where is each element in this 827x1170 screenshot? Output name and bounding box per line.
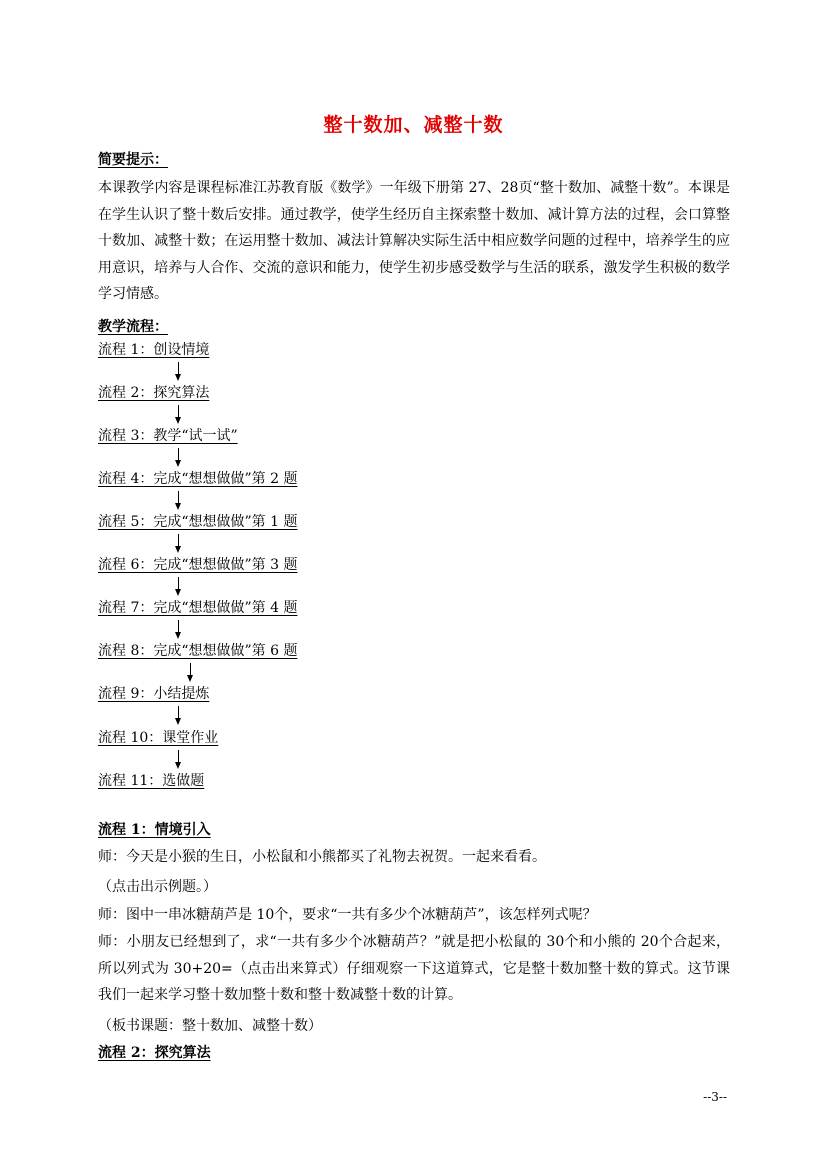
flow-step-1 [98,340,209,360]
flow-step-label: 流程 6：完成“想想做做”第 3 题 [98,557,298,573]
section-1-heading [98,820,211,840]
section-2-heading-text: 流程 2：探究算法 [98,1045,211,1061]
down-arrow-icon [173,491,185,511]
flow-heading [98,317,168,337]
flow-step-2 [98,383,209,403]
flow-step-label: 流程 10：课堂作业 [98,730,219,746]
down-arrow-icon [173,405,185,425]
section-2-heading [98,1043,211,1063]
flow-step-label: 流程 8：完成“想想做做”第 6 题 [98,643,298,659]
flow-step-5 [98,512,297,532]
summary-heading [98,150,168,170]
section-1-line-1: 师：今天是小猴的生日，小松鼠和小熊都买了礼物去祝贺。一起来看看。 [98,849,546,865]
document-title: 整十数加、减整十数 [323,114,504,136]
section-1-paragraph: 师：小朋友已经想到了，求“一共有多少个冰糖葫芦？”就是把小松鼠的 30个和小熊的 20个合起来，所以列式为 30+20=（点击出来算式）仔细观察一下这道算式，它是整十数加整十数的算式。这节课我们一起来学习整十数加整十数和整十数减整十数的计算。 [98,934,730,1003]
flow-heading-text: 教学流程： [98,319,168,335]
flow-step-label: 流程 1：创设情境 [98,342,210,358]
section-1-line-3: 师：图中一串冰糖葫芦是 10个，要求“一共有多少个冰糖葫芦”，该怎样列式呢？ [98,907,597,923]
flow-step-11 [98,771,204,791]
section-1-note: （板书课题：整十数加、减整十数） [98,1018,322,1034]
flow-step-label: 流程 9：小结提炼 [98,686,210,702]
down-arrow-icon [173,577,185,597]
flow-step-label: 流程 5：完成“想想做做”第 1 题 [98,514,298,530]
summary-heading-text: 简要提示： [98,152,168,168]
flow-step-label: 流程 7：完成“想想做做”第 4 题 [98,600,298,616]
summary-paragraph: 本课教学内容是课程标准江苏教育版《数学》一年级下册第 27、28页“整十数加、减整十数”。本课是在学生认识了整十数后安排。通过教学，使学生经历自主探索整十数加、减计算方法的过程，会口算整十数加、减整十数；在运用整十数加、减法计算解决实际生活中相应数学问题的过程中，培养学生的应用意识，培养与人合作、交流的意识和能力，使学生初步感受数学与生活的联系，激发学生积极的数学学习情感。 [98,180,730,302]
flow-step-label: 流程 4：完成“想想做做”第 2 题 [98,471,298,487]
down-arrow-icon [173,706,185,726]
flow-step-7 [98,598,297,618]
down-arrow-icon [173,750,185,770]
flow-step-9 [98,684,209,704]
flow-step-10 [98,728,218,748]
section-1-heading-text: 流程 1：情境引入 [98,822,211,838]
flow-step-label: 流程 3：教学“试一试” [98,428,238,444]
flow-step-label: 流程 11：选做题 [98,773,205,789]
flow-step-4 [98,469,297,489]
flow-step-6 [98,555,297,575]
flow-step-8 [98,641,297,661]
down-arrow-icon [173,362,185,382]
page-number: --3-- [703,1090,727,1104]
section-1-line-2: （点击出示例题。） [98,879,217,895]
flow-step-3 [98,426,238,446]
down-arrow-icon [173,620,185,640]
down-arrow-icon [185,663,197,683]
down-arrow-icon [173,448,185,468]
down-arrow-icon [173,534,185,554]
flow-step-label: 流程 2：探究算法 [98,385,210,401]
